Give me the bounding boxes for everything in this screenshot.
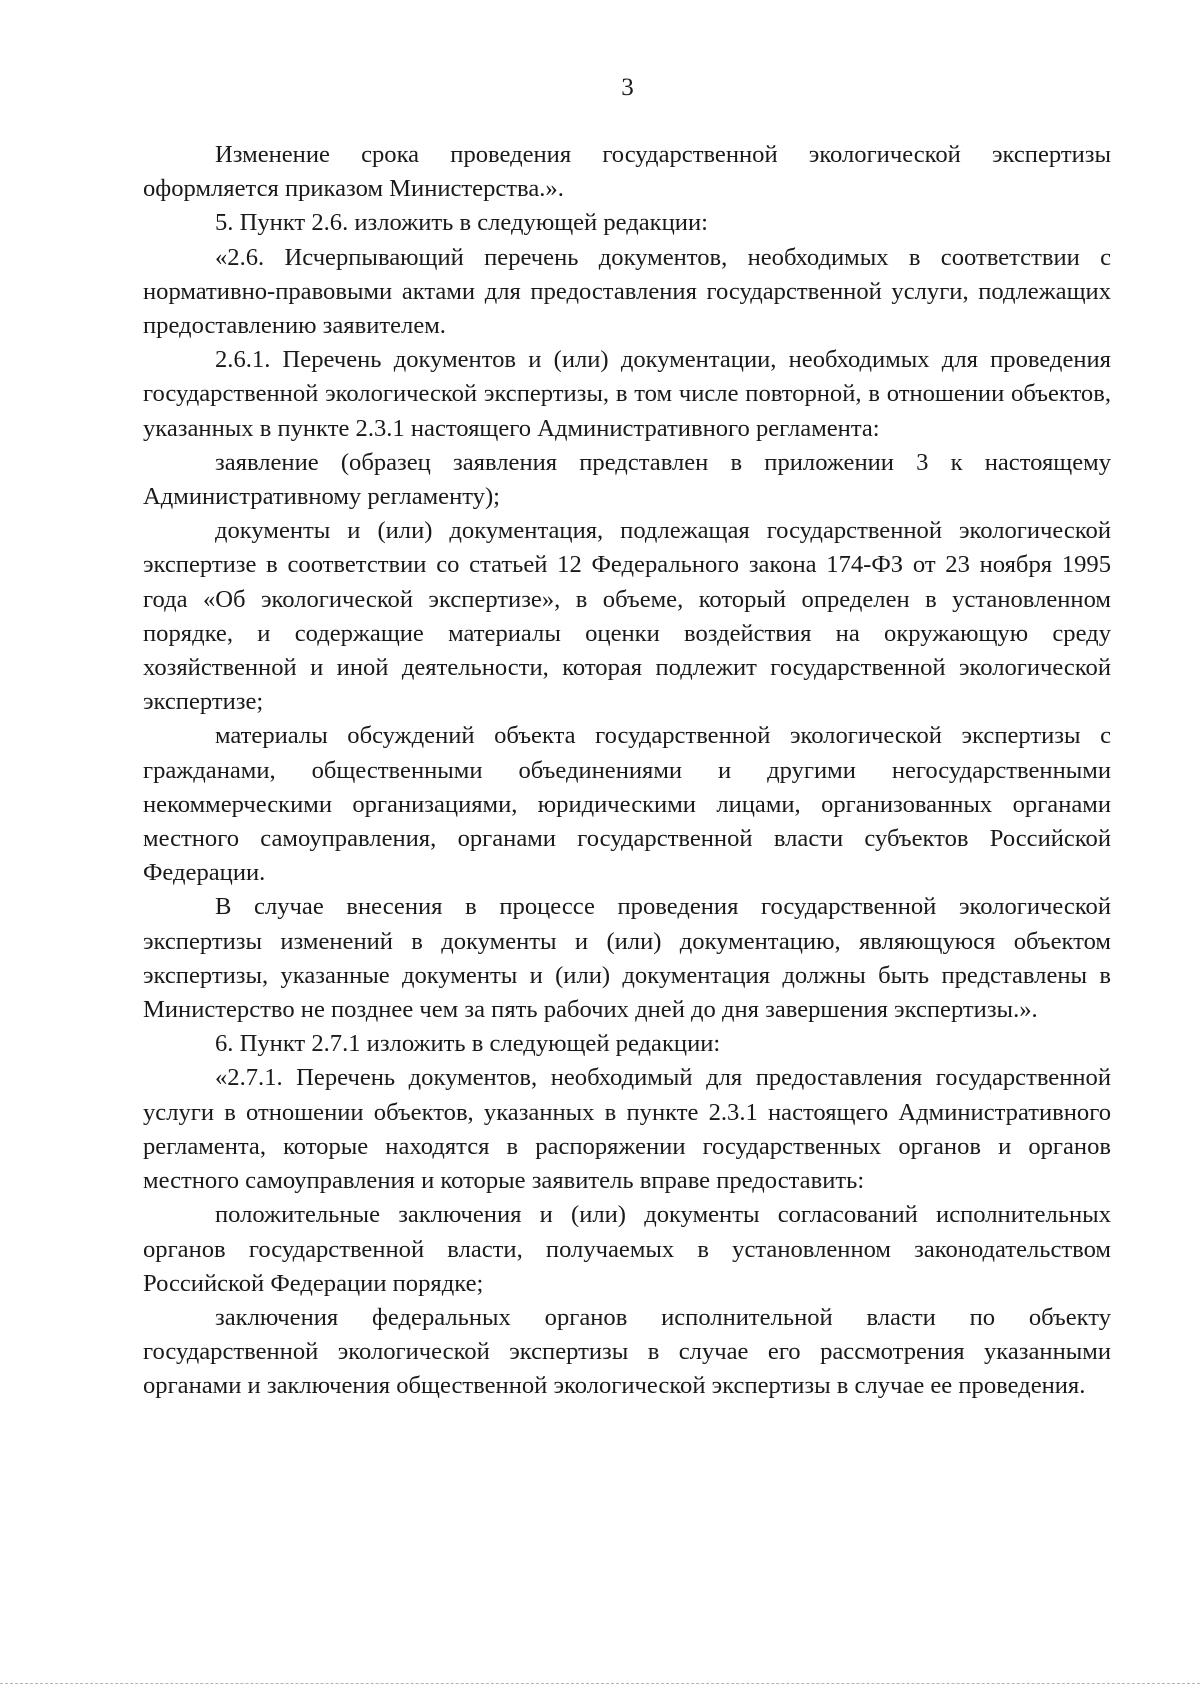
document-body — [143, 138, 1111, 1404]
paragraph-clause-2-7-1: «2.7.1. Перечень документов, необходимый для предоставления государственной услуги в отношении объектов, указанных в пункте 2.3.1 настоящего Административного регламента, которые находятся в распоряжении государственных органов и органов местного самоуправления и которые заявитель вправе предоставить: — [143, 1064, 1111, 1195]
paragraph-positive-conclusions: положительные заключения и (или) документы согласований исполнительных органов государственной власти, получаемых в установленном законодательством Российской Федерации порядке; — [143, 1201, 1111, 1297]
paragraph-federal-conclusions: заключения федеральных органов исполнительной власти по объекту государственной экологической экспертизы в случае его рассмотрения указанными органами и заключения общественной экологической экспертизы в случае ее проведения. — [143, 1303, 1111, 1400]
paragraph-discussion-materials: материалы обсуждений объекта государственной экологической экспертизы с гражданами, общественными объединениями и другими негосударственными некоммерческими организациями, юридическими лицами, организованных органами местного самоуправления, органами государственной власти субъектов Российской Федерации. — [143, 722, 1111, 887]
paragraph-documents: документы и (или) документация, подлежащая государственной экологической экспертизе в соответствии со статьей 12 Федерального закона 174-ФЗ от 23 ноября 1995 года «Об экологической экспертизе», в объеме, который определен в установленном порядке, и содержащие материалы оценки воздействия на окружающую среду хозяйственной и иной деятельности, которая подлежит государственной экологической экспертизе; — [143, 517, 1111, 716]
paragraph-application: заявление (образец заявления представлен в приложении 3 к настоящему Административному регламенту); — [143, 448, 1111, 511]
paragraph-item-5-heading: 5. Пункт 2.6. изложить в следующей редакции: — [215, 209, 708, 237]
scan-bottom-edge — [0, 1683, 1200, 1684]
paragraph-expertise-term-change: Изменение срока проведения государственной экологической экспертизы оформляется приказом Министерства.». — [143, 141, 1111, 203]
paragraph-clause-2-6-1: 2.6.1. Перечень документов и (или) документации, необходимых для проведения государственной экологической экспертизы, в том числе повторной, в отношении объектов, указанных в пункте 2.3.1 настоящего Административного регламента: — [143, 346, 1111, 442]
paragraph-changes-submission: В случае внесения в процессе проведения государственной экологической экспертизы изменений в документы и (или) документацию, являющуюся объектом экспертизы, указанные документы и (или) документация должны быть представлены в Министерство не позднее чем за пять рабочих дней до дня завершения экспертизы.». — [143, 893, 1111, 1024]
page-number: 3 — [621, 74, 634, 101]
paragraph-item-6-heading: 6. Пункт 2.7.1 изложить в следующей редакции: — [215, 1030, 721, 1058]
paragraph-clause-2-6: «2.6. Исчерпывающий перечень документов, необходимых в соответствии с нормативно-правовыми актами для предоставления государственной услуги, подлежащих предоставлению заявителем. — [143, 243, 1111, 340]
